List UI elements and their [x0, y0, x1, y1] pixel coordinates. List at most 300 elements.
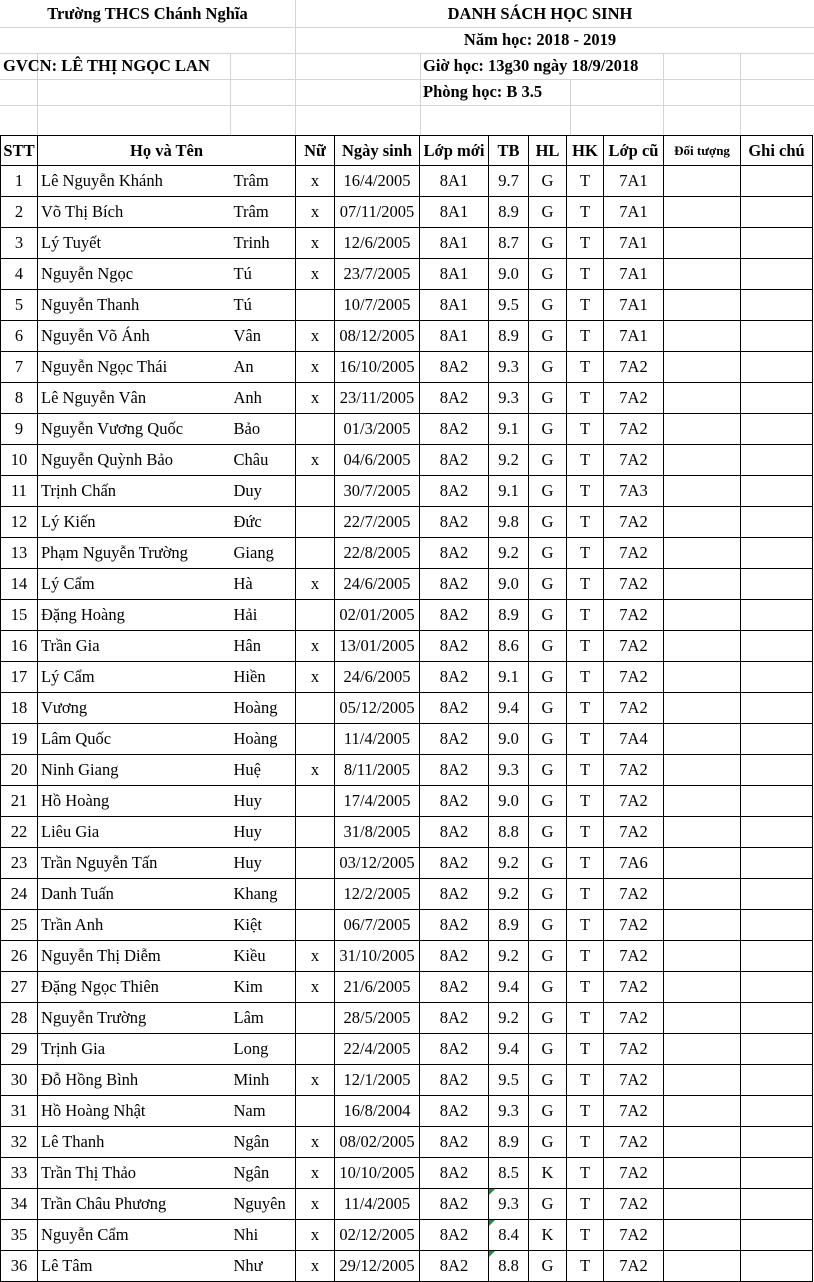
cell-first-name-text: Duy	[233, 481, 262, 500]
cell-female	[296, 879, 335, 910]
cell-hl	[529, 1189, 567, 1220]
cell-last-name-text: Trần Gia	[41, 636, 100, 655]
cell-avg	[489, 352, 529, 383]
cell-hk-text: T	[579, 791, 591, 810]
error-indicator-icon	[489, 1220, 495, 1226]
cell-avg	[489, 1251, 529, 1282]
cell-stt-text: 3	[14, 233, 24, 252]
cell-hk-text: T	[579, 977, 591, 996]
cell-hk	[567, 910, 604, 941]
cell-avg	[489, 910, 529, 941]
cell-last-name-text: Trần Châu Phương	[41, 1194, 167, 1213]
cell-first-name-text: Ngân	[233, 1132, 270, 1151]
cell-stt	[1, 538, 38, 569]
cell-last-name-text: Lý Cẩm	[41, 667, 95, 686]
cell-new-class-text: 8A2	[439, 1008, 469, 1027]
table-row	[1, 1158, 813, 1189]
cell-dob-text: 02/01/2005	[339, 605, 415, 624]
cell-female	[296, 414, 335, 445]
cell-dob	[335, 259, 420, 290]
cell-dob-text: 02/12/2005	[339, 1225, 415, 1244]
cell-stt	[1, 1065, 38, 1096]
school-year: Năm học: 2018 - 2019	[463, 30, 617, 49]
cell-dob	[335, 290, 420, 321]
cell-last-name	[38, 445, 231, 476]
cell-hk	[567, 445, 604, 476]
cell-hl	[529, 507, 567, 538]
cell-avg-text: 9.1	[498, 419, 519, 438]
cell-note	[741, 1096, 813, 1127]
cell-hk	[567, 848, 604, 879]
cell-old-class	[604, 1096, 664, 1127]
cell-stt	[1, 693, 38, 724]
cell-dob	[335, 879, 420, 910]
cell-note	[741, 1158, 813, 1189]
cell-dob	[335, 476, 420, 507]
cell-dob	[335, 848, 420, 879]
cell-avg-text: 9.4	[498, 977, 519, 996]
cell-dob	[335, 600, 420, 631]
cell-new-class-text: 8A2	[439, 1039, 469, 1058]
cell-female-text: x	[310, 171, 320, 190]
cell-old-class	[604, 1158, 664, 1189]
cell-avg-text: 9.2	[498, 946, 519, 965]
cell-avg-text: 8.8	[498, 1256, 519, 1275]
error-indicator-icon	[489, 1251, 495, 1257]
table-row	[1, 352, 813, 383]
cell-first-name	[231, 786, 296, 817]
cell-hk-text: T	[579, 1070, 591, 1089]
cell-old-class-text: 7A4	[619, 729, 648, 748]
cell-female	[296, 228, 335, 259]
cell-dob-text: 24/6/2005	[343, 574, 411, 593]
cell-stt	[1, 1220, 38, 1251]
cell-dob-text: 28/5/2005	[343, 1008, 411, 1027]
cell-hk-text: T	[579, 605, 591, 624]
cell-avg-text: 8.9	[498, 326, 519, 345]
cell-avg-text: 9.3	[498, 1194, 519, 1213]
cell-hk	[567, 476, 604, 507]
cell-last-name-text: Nguyễn Trường	[41, 1008, 147, 1027]
cell-female	[296, 941, 335, 972]
cell-new-class-text: 8A2	[439, 574, 469, 593]
cell-category	[664, 1096, 741, 1127]
cell-hk	[567, 1096, 604, 1127]
cell-female-text: x	[310, 1070, 320, 1089]
cell-avg-text: 9.3	[498, 357, 519, 376]
cell-first-name	[231, 631, 296, 662]
cell-note	[741, 693, 813, 724]
cell-hl-text: G	[541, 171, 554, 190]
cell-dob-text: 21/6/2005	[343, 977, 411, 996]
cell-dob	[335, 972, 420, 1003]
cell-first-name	[231, 290, 296, 321]
cell-last-name-text: Lý Tuyết	[41, 233, 102, 252]
cell-new-class	[420, 476, 489, 507]
cell-new-class-text: 8A1	[439, 171, 469, 190]
cell-last-name-text: Liêu Gia	[41, 822, 100, 841]
cell-first-name	[231, 1034, 296, 1065]
cell-hl	[529, 352, 567, 383]
cell-old-class	[604, 290, 664, 321]
table-row	[1, 1096, 813, 1127]
cell-hl	[529, 786, 567, 817]
cell-old-class	[604, 383, 664, 414]
cell-new-class-text: 8A2	[439, 419, 469, 438]
cell-first-name	[231, 166, 296, 197]
cell-last-name-text: Hồ Hoàng Nhật	[41, 1101, 146, 1120]
cell-dob-text: 17/4/2005	[343, 791, 411, 810]
cell-old-class-text: 7A2	[619, 822, 648, 841]
cell-female-text: x	[310, 326, 320, 345]
cell-new-class-text: 8A2	[439, 636, 469, 655]
cell-hk-text: T	[579, 202, 591, 221]
cell-dob-text: 22/4/2005	[343, 1039, 411, 1058]
cell-hk	[567, 1220, 604, 1251]
cell-hl-text: G	[541, 729, 554, 748]
cell-avg	[489, 662, 529, 693]
cell-hk-text: T	[579, 1256, 591, 1275]
cell-last-name-text: Nguyễn Thanh	[41, 295, 140, 314]
col-header-female: Nữ	[296, 136, 335, 166]
cell-female-text: x	[310, 1256, 320, 1275]
cell-first-name-text: Như	[233, 1256, 263, 1275]
cell-hl-text: G	[541, 1070, 554, 1089]
cell-stt	[1, 1189, 38, 1220]
table-row	[1, 631, 813, 662]
cell-first-name-text: Tú	[233, 264, 252, 283]
cell-hk-text: T	[579, 760, 591, 779]
cell-old-class	[604, 600, 664, 631]
cell-hl-text: G	[541, 202, 554, 221]
cell-female	[296, 817, 335, 848]
cell-old-class	[604, 569, 664, 600]
cell-last-name-text: Lê Tâm	[41, 1256, 93, 1275]
cell-old-class-text: 7A2	[619, 915, 648, 934]
col-header-hk: HK	[567, 136, 604, 166]
cell-first-name-text: Kiều	[233, 946, 266, 965]
cell-dob	[335, 724, 420, 755]
cell-first-name-text: Minh	[233, 1070, 270, 1089]
cell-female	[296, 445, 335, 476]
cell-avg-text: 8.9	[498, 915, 519, 934]
cell-first-name-text: Hoàng	[233, 698, 278, 717]
cell-hl-text: G	[541, 698, 554, 717]
cell-female-text: x	[310, 388, 320, 407]
cell-last-name	[38, 228, 231, 259]
cell-note	[741, 290, 813, 321]
cell-first-name	[231, 724, 296, 755]
cell-category	[664, 476, 741, 507]
col-header-hl: HL	[529, 136, 567, 166]
cell-last-name-text: Danh Tuấn	[41, 884, 114, 903]
cell-hk	[567, 321, 604, 352]
cell-stt-text: 21	[10, 791, 28, 810]
cell-stt	[1, 972, 38, 1003]
cell-dob-text: 30/7/2005	[343, 481, 411, 500]
cell-category	[664, 1220, 741, 1251]
cell-category	[664, 228, 741, 259]
table-row	[1, 538, 813, 569]
cell-avg	[489, 1096, 529, 1127]
cell-hk	[567, 693, 604, 724]
cell-old-class-text: 7A2	[619, 1194, 648, 1213]
cell-hk	[567, 1065, 604, 1096]
cell-stt-text: 35	[10, 1225, 28, 1244]
cell-note	[741, 507, 813, 538]
cell-stt	[1, 1096, 38, 1127]
cell-avg-text: 9.2	[498, 543, 519, 562]
cell-old-class	[604, 476, 664, 507]
cell-first-name-text: Kiệt	[233, 915, 262, 934]
cell-hk	[567, 724, 604, 755]
cell-new-class-text: 8A2	[439, 853, 469, 872]
cell-hk	[567, 1003, 604, 1034]
cell-female	[296, 321, 335, 352]
cell-note	[741, 538, 813, 569]
cell-dob-text: 10/7/2005	[343, 295, 411, 314]
cell-dob	[335, 817, 420, 848]
cell-new-class	[420, 972, 489, 1003]
cell-last-name-text: Nguyễn Ngọc	[41, 264, 134, 283]
cell-first-name	[231, 1127, 296, 1158]
cell-female	[296, 197, 335, 228]
table-row	[1, 228, 813, 259]
cell-avg	[489, 600, 529, 631]
cell-old-class-text: 7A2	[619, 357, 648, 376]
cell-new-class	[420, 755, 489, 786]
cell-hl	[529, 631, 567, 662]
cell-hl-text: G	[541, 760, 554, 779]
cell-last-name	[38, 817, 231, 848]
cell-female	[296, 786, 335, 817]
cell-female	[296, 538, 335, 569]
cell-first-name	[231, 848, 296, 879]
cell-old-class	[604, 538, 664, 569]
cell-hl-text: G	[541, 1256, 554, 1275]
cell-hl-text: K	[541, 1225, 554, 1244]
cell-note	[741, 445, 813, 476]
cell-avg	[489, 197, 529, 228]
cell-old-class-text: 7A2	[619, 605, 648, 624]
cell-note	[741, 786, 813, 817]
cell-stt	[1, 476, 38, 507]
cell-new-class	[420, 1251, 489, 1282]
cell-hk-text: T	[579, 450, 591, 469]
cell-female	[296, 166, 335, 197]
cell-hk	[567, 662, 604, 693]
cell-new-class-text: 8A2	[439, 915, 469, 934]
error-indicator-icon	[489, 1189, 495, 1195]
cell-last-name	[38, 1003, 231, 1034]
cell-avg-text: 9.3	[498, 760, 519, 779]
cell-first-name	[231, 972, 296, 1003]
cell-stt-text: 1	[14, 171, 24, 190]
cell-hl-text: G	[541, 450, 554, 469]
cell-last-name	[38, 1096, 231, 1127]
cell-note	[741, 755, 813, 786]
cell-avg	[489, 166, 529, 197]
cell-hk-text: T	[579, 1101, 591, 1120]
cell-new-class	[420, 1065, 489, 1096]
cell-dob	[335, 228, 420, 259]
cell-dob-text: 10/10/2005	[339, 1163, 415, 1182]
cell-avg	[489, 1220, 529, 1251]
cell-hk-text: T	[579, 171, 591, 190]
cell-dob-text: 05/12/2005	[339, 698, 415, 717]
table-row	[1, 879, 813, 910]
cell-new-class	[420, 941, 489, 972]
cell-first-name	[231, 445, 296, 476]
cell-stt	[1, 197, 38, 228]
cell-dob-text: 31/10/2005	[339, 946, 415, 965]
cell-stt	[1, 1003, 38, 1034]
cell-new-class-text: 8A2	[439, 1070, 469, 1089]
cell-stt-text: 2	[14, 202, 24, 221]
cell-hk-text: T	[579, 1194, 591, 1213]
cell-category	[664, 693, 741, 724]
cell-category	[664, 1251, 741, 1282]
cell-avg	[489, 445, 529, 476]
cell-avg	[489, 941, 529, 972]
table-row	[1, 941, 813, 972]
cell-note	[741, 569, 813, 600]
cell-dob	[335, 1034, 420, 1065]
cell-hl-text: G	[541, 419, 554, 438]
cell-last-name-text: Đỗ Hồng Bình	[41, 1070, 139, 1089]
cell-old-class	[604, 817, 664, 848]
cell-hk-text: T	[579, 481, 591, 500]
cell-category	[664, 383, 741, 414]
cell-first-name-text: Hà	[233, 574, 253, 593]
cell-new-class	[420, 1189, 489, 1220]
cell-female	[296, 1065, 335, 1096]
cell-hk	[567, 197, 604, 228]
cell-note	[741, 941, 813, 972]
table-row	[1, 662, 813, 693]
cell-first-name	[231, 1096, 296, 1127]
cell-old-class	[604, 631, 664, 662]
cell-old-class-text: 7A2	[619, 884, 648, 903]
cell-last-name	[38, 786, 231, 817]
cell-hk-text: T	[579, 419, 591, 438]
cell-dob-text: 04/6/2005	[343, 450, 411, 469]
cell-note	[741, 972, 813, 1003]
cell-dob	[335, 352, 420, 383]
cell-dob	[335, 1251, 420, 1282]
cell-category	[664, 1189, 741, 1220]
cell-new-class	[420, 383, 489, 414]
cell-hl	[529, 1065, 567, 1096]
cell-new-class	[420, 879, 489, 910]
cell-last-name	[38, 724, 231, 755]
cell-stt-text: 9	[14, 419, 24, 438]
cell-stt	[1, 1127, 38, 1158]
cell-category	[664, 1034, 741, 1065]
cell-note	[741, 1034, 813, 1065]
cell-hl	[529, 290, 567, 321]
cell-stt-text: 20	[10, 760, 28, 779]
cell-last-name-text: Lý Kiến	[41, 512, 96, 531]
cell-note	[741, 166, 813, 197]
table-row	[1, 1189, 813, 1220]
cell-first-name	[231, 538, 296, 569]
col-header-old-class: Lớp cũ	[604, 136, 664, 166]
col-header-category: Đối tượng	[664, 136, 741, 166]
cell-category	[664, 321, 741, 352]
cell-female	[296, 352, 335, 383]
cell-stt	[1, 941, 38, 972]
cell-female-text: x	[310, 357, 320, 376]
cell-note	[741, 1220, 813, 1251]
cell-old-class	[604, 755, 664, 786]
cell-hl	[529, 941, 567, 972]
cell-hk	[567, 383, 604, 414]
cell-note	[741, 631, 813, 662]
cell-last-name	[38, 848, 231, 879]
cell-first-name-text: Huy	[233, 822, 262, 841]
cell-hk	[567, 817, 604, 848]
cell-old-class	[604, 228, 664, 259]
cell-female-text: x	[310, 233, 320, 252]
cell-dob	[335, 507, 420, 538]
cell-note	[741, 910, 813, 941]
cell-dob	[335, 538, 420, 569]
cell-first-name-text: Tú	[233, 295, 252, 314]
cell-old-class	[604, 197, 664, 228]
cell-new-class	[420, 1034, 489, 1065]
cell-stt-text: 12	[10, 512, 28, 531]
cell-category	[664, 724, 741, 755]
cell-female-text: x	[310, 264, 320, 283]
cell-old-class	[604, 786, 664, 817]
cell-avg-text: 9.5	[498, 295, 519, 314]
cell-first-name	[231, 569, 296, 600]
cell-last-name	[38, 290, 231, 321]
cell-new-class-text: 8A2	[439, 822, 469, 841]
cell-hl	[529, 817, 567, 848]
cell-hl-text: G	[541, 977, 554, 996]
cell-hl-text: G	[541, 574, 554, 593]
cell-female	[296, 1034, 335, 1065]
cell-dob	[335, 445, 420, 476]
cell-last-name-text: Lê Thanh	[41, 1132, 105, 1151]
cell-dob	[335, 941, 420, 972]
cell-first-name-text: Nhi	[233, 1225, 259, 1244]
cell-old-class	[604, 1220, 664, 1251]
cell-stt	[1, 848, 38, 879]
cell-hl-text: G	[541, 822, 554, 841]
cell-new-class	[420, 724, 489, 755]
cell-stt	[1, 631, 38, 662]
cell-dob-text: 16/10/2005	[339, 357, 415, 376]
cell-first-name	[231, 662, 296, 693]
cell-hl-text: G	[541, 388, 554, 407]
cell-category	[664, 755, 741, 786]
student-table	[0, 135, 813, 1282]
cell-dob	[335, 166, 420, 197]
cell-first-name	[231, 600, 296, 631]
cell-hl-text: G	[541, 233, 554, 252]
cell-dob-text: 22/8/2005	[343, 543, 411, 562]
cell-old-class-text: 7A2	[619, 574, 648, 593]
cell-old-class-text: 7A2	[619, 512, 648, 531]
cell-category	[664, 197, 741, 228]
cell-first-name	[231, 1003, 296, 1034]
cell-first-name-text: Huy	[233, 853, 262, 872]
cell-female	[296, 724, 335, 755]
cell-stt	[1, 259, 38, 290]
